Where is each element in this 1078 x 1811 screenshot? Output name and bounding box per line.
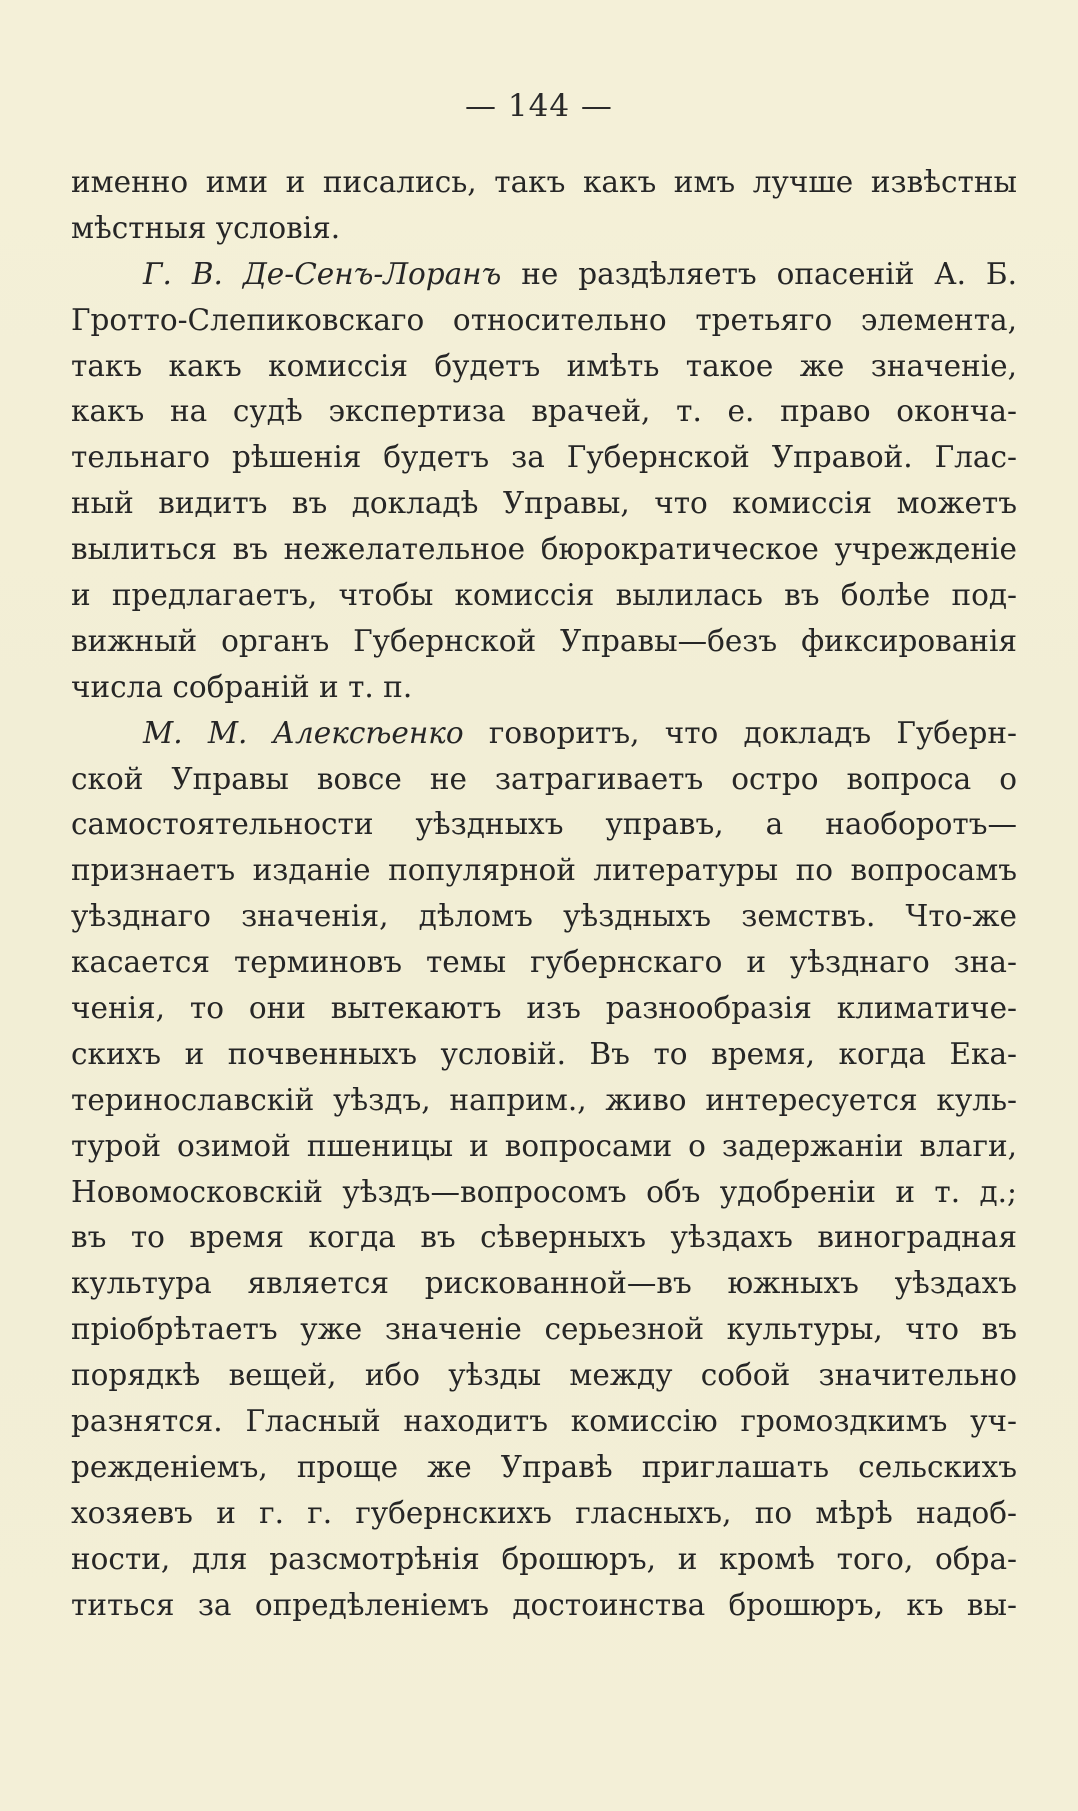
line-text: Новомосковскій уѣздъ—вопросомъ объ удобреніи и т. д.; <box>71 1174 1017 1209</box>
line-text: культура является рискованной—въ южныхъ уѣздахъ <box>71 1266 1017 1301</box>
body-text <box>71 160 1017 1629</box>
line-text: какъ на судѣ экспертиза врачей, т. е. право оконча- <box>71 394 1017 429</box>
line-text: самостоятельности уѣздныхъ управъ, а наоборотъ— <box>71 807 1017 842</box>
text-line <box>71 298 1017 344</box>
text-line <box>71 711 1017 757</box>
line-text: въ то время когда въ сѣверныхъ уѣздахъ виноградная <box>71 1220 1017 1255</box>
speaker-name: М. М. Алексѣенко <box>143 715 464 750</box>
line-text: пріобрѣтаетъ уже значеніе серьезной культуры, что въ <box>71 1312 1017 1347</box>
text-line <box>71 940 1017 986</box>
text-line <box>71 206 1017 252</box>
text-line <box>71 1032 1017 1078</box>
line-text: ченія, то они вытекаютъ изъ разнообразія климатиче- <box>71 991 1017 1026</box>
line-text: числа собраній и т. п. <box>71 669 413 704</box>
line-text: тельнаго рѣшенія будетъ за Губернской Управой. Глас- <box>71 440 1017 475</box>
line-text: говоритъ, что докладъ Губерн- <box>463 715 1017 750</box>
page-number: — 144 — <box>465 88 613 124</box>
text-line <box>71 1399 1017 1445</box>
text-line <box>71 1491 1017 1537</box>
line-text: именно ими и писались, такъ какъ имъ лучше извѣстны <box>71 165 1017 199</box>
text-line <box>71 573 1017 619</box>
line-text: вылиться въ нежелательное бюрократическое учрежденіе <box>71 532 1017 567</box>
text-line <box>71 1170 1017 1216</box>
text-line <box>71 1078 1017 1124</box>
text-line <box>71 1353 1017 1399</box>
line-text: мѣстныя условія. <box>71 210 341 245</box>
line-text: скихъ и почвенныхъ условій. Въ то время, когда Ека- <box>71 1036 1017 1071</box>
text-line <box>71 481 1017 527</box>
line-text: титься за опредѣленіемъ достоинства брошюръ, къ вы- <box>71 1587 1017 1622</box>
text-line <box>71 802 1017 848</box>
line-text: хозяевъ и г. г. губернскихъ гласныхъ, по мѣрѣ надоб- <box>71 1495 1017 1530</box>
text-line <box>71 1537 1017 1583</box>
text-line <box>71 252 1017 298</box>
text-line <box>71 986 1017 1032</box>
line-text: не раздѣляетъ опасеній А. Б. <box>501 256 1017 291</box>
text-line <box>71 527 1017 573</box>
line-text: такъ какъ комиссія будетъ имѣть такое же значеніе, <box>71 348 1017 383</box>
text-line <box>71 665 1017 711</box>
text-line <box>71 1215 1017 1261</box>
line-text: ности, для разсмотрѣнія брошюръ, и кромѣ того, обра- <box>71 1541 1017 1576</box>
line-text: Гротто-Слепиковскаго относительно третьяго элемента, <box>71 302 1017 337</box>
text-line <box>71 1583 1017 1629</box>
text-line <box>71 894 1017 940</box>
text-line <box>71 1124 1017 1170</box>
line-text: ный видитъ въ докладѣ Управы, что комиссія можетъ <box>71 486 1017 521</box>
text-line <box>71 1261 1017 1307</box>
text-line <box>71 619 1017 665</box>
line-text: касается терминовъ темы губернскаго и уѣзднаго зна- <box>71 945 1017 980</box>
text-line <box>71 344 1017 390</box>
text-line <box>71 1307 1017 1353</box>
line-text: ской Управы вовсе не затрагиваетъ остро вопроса о <box>71 761 1017 796</box>
text-line <box>71 160 1017 206</box>
line-text: теринославскій уѣздъ, наприм., живо интересуется куль- <box>71 1082 1017 1117</box>
text-line <box>71 435 1017 481</box>
text-line <box>71 848 1017 894</box>
speaker-name: Г. В. Де-Сенъ-Лоранъ <box>143 256 502 291</box>
line-text: уѣзднаго значенія, дѣломъ уѣздныхъ земствъ. Что-же <box>71 899 1017 934</box>
text-line <box>71 757 1017 803</box>
line-text: порядкѣ вещей, ибо уѣзды между собой значительно <box>71 1358 1017 1393</box>
line-text: и предлагаетъ, чтобы комиссія вылилась въ болѣе под- <box>71 578 1017 613</box>
text-line <box>71 1445 1017 1491</box>
line-text: режденіемъ, проще же Управѣ приглашать сельскихъ <box>71 1449 1017 1484</box>
text-line <box>71 389 1017 435</box>
line-text: турой озимой пшеницы и вопросами о задержаніи влаги, <box>71 1128 1017 1163</box>
line-text: разнятся. Гласный находитъ комиссію громоздкимъ уч- <box>71 1404 1017 1439</box>
line-text: признаетъ изданіе популярной литературы по вопросамъ <box>71 853 1017 888</box>
line-text: вижный органъ Губернской Управы—безъ фиксированія <box>71 623 1017 658</box>
